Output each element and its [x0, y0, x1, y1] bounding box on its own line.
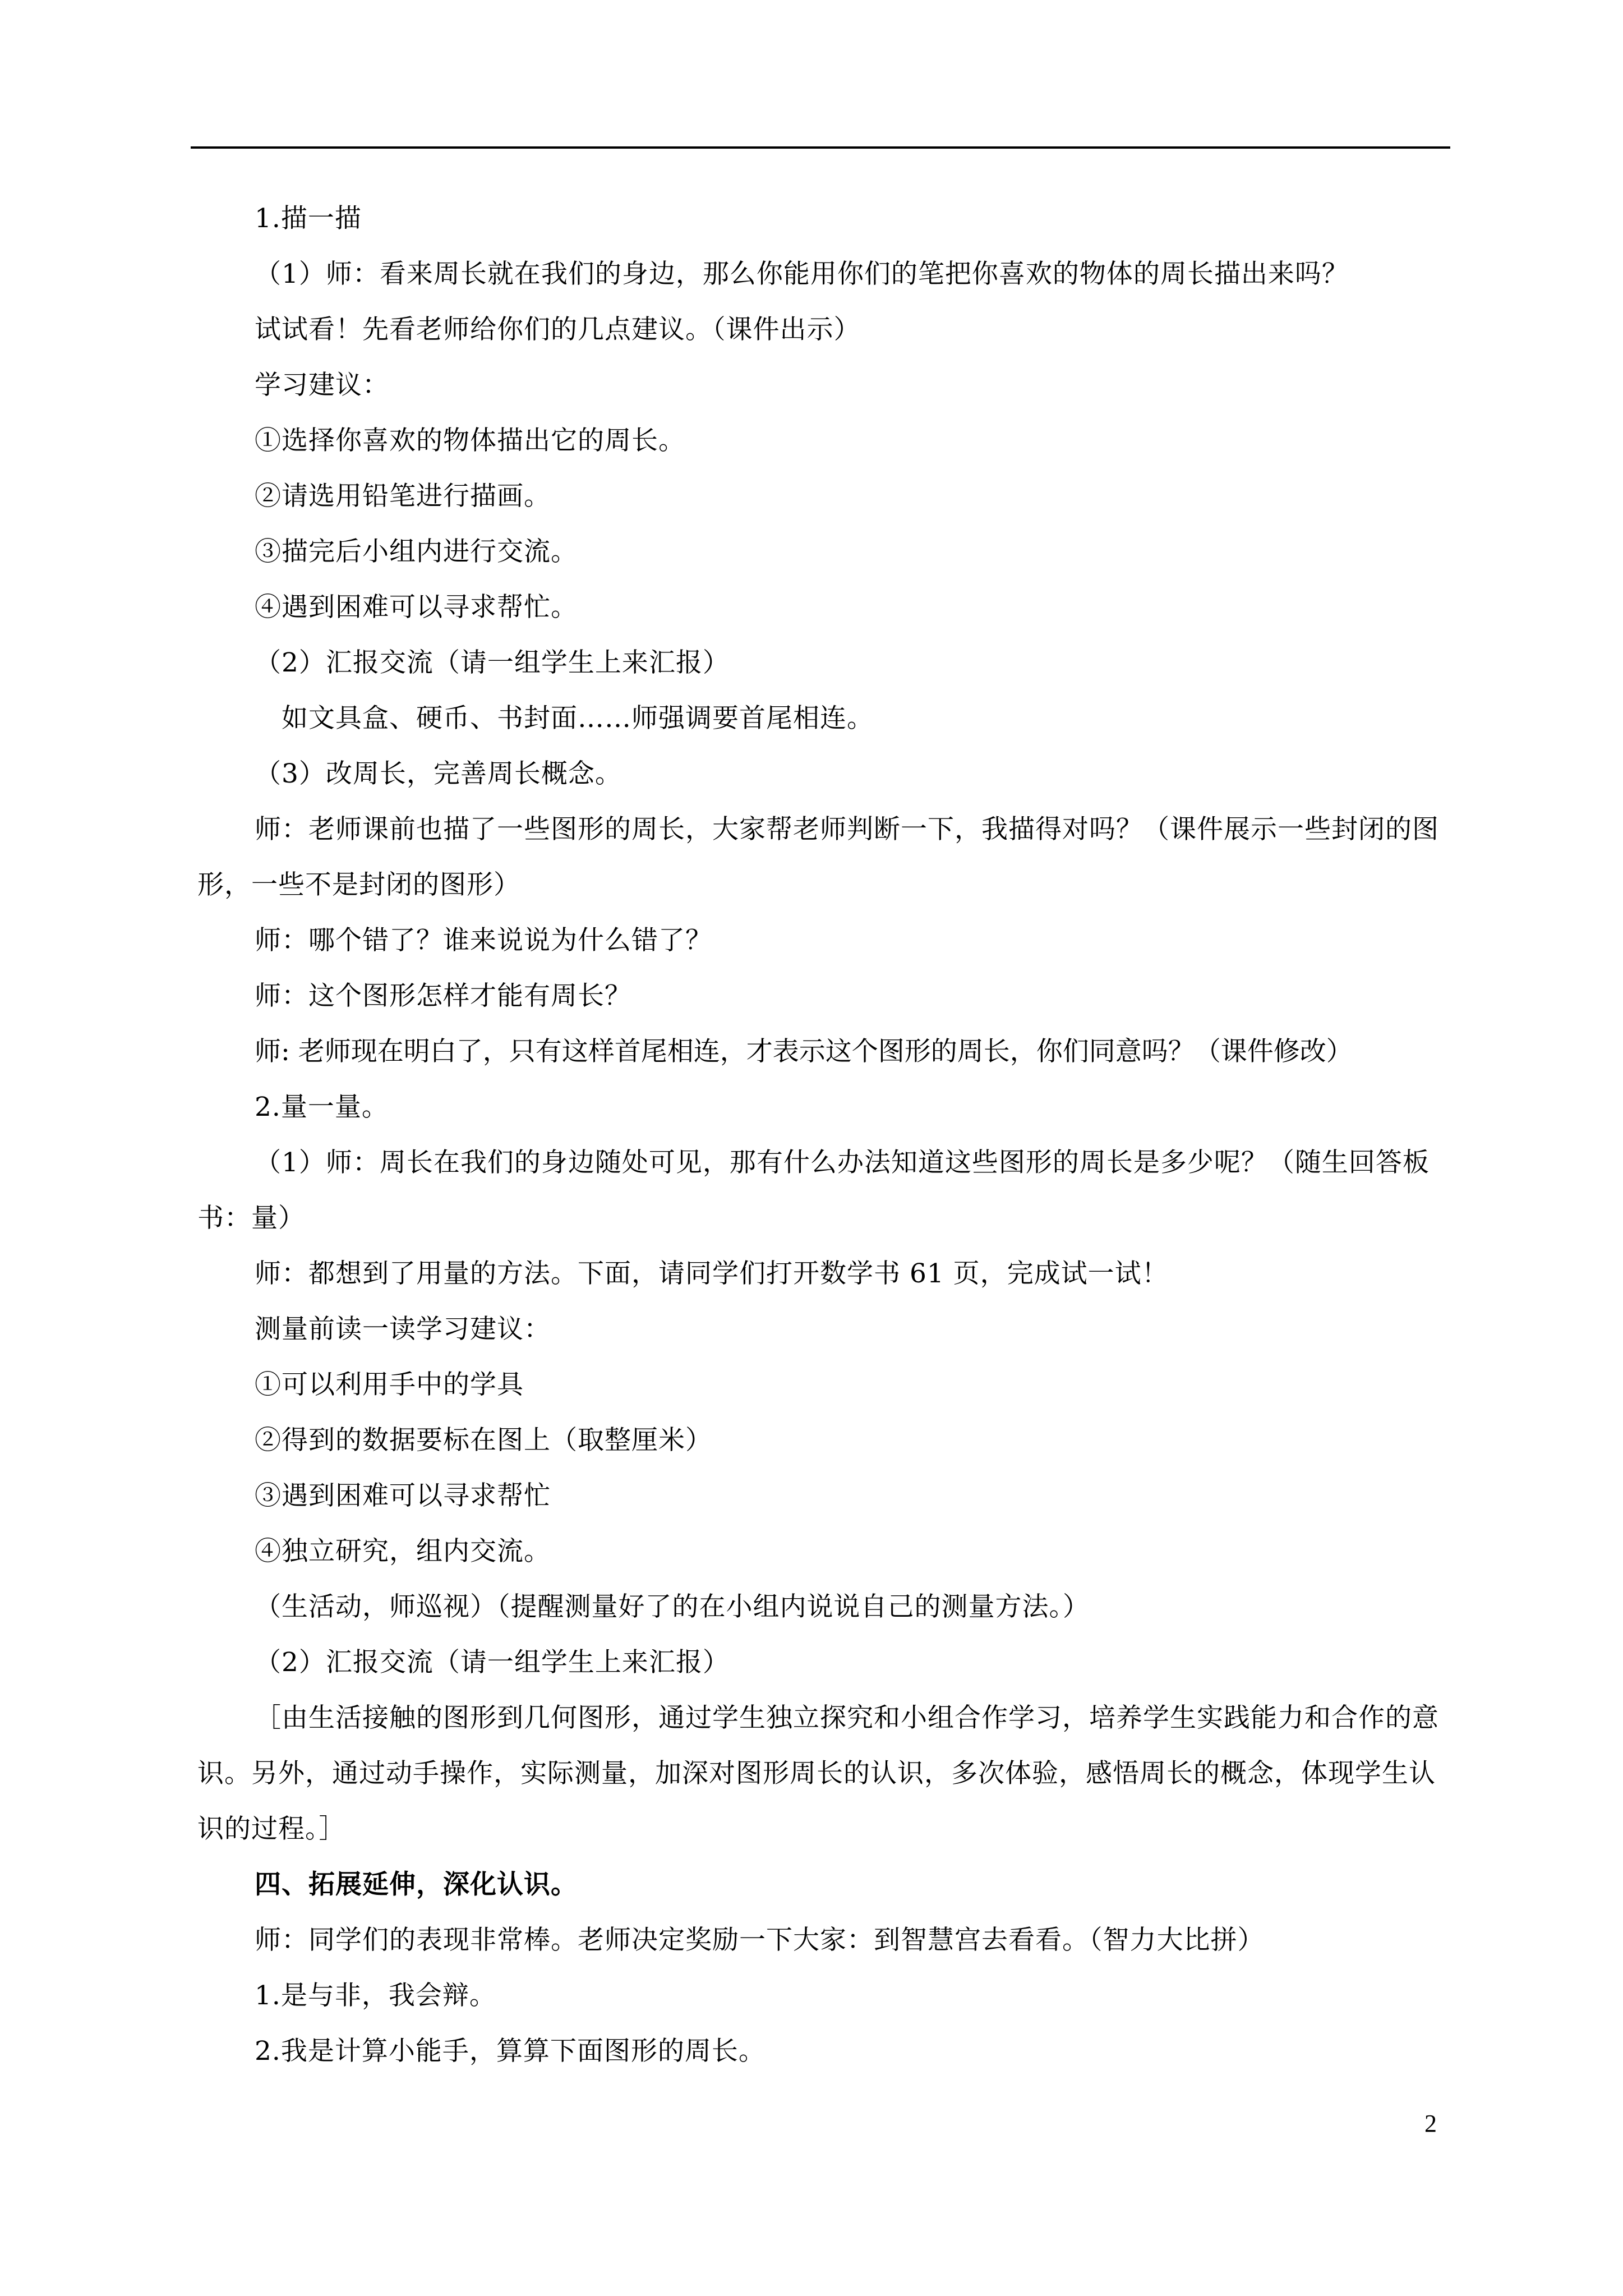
list-item: ②得到的数据要标在图上（取整厘米）	[255, 1425, 712, 1456]
paragraph: 师：老师课前也描了一些图形的周长，大家帮老师判断一下，我描得对吗？（课件展示一些封闭的图形，一些不是封闭的图形）	[197, 814, 1439, 900]
paragraph: 师：同学们的表现非常棒。老师决定奖励一下大家：到智慧宫去看看。（智力大比拼）	[255, 1925, 1265, 1955]
paragraph: 学习建议：	[255, 370, 389, 401]
paragraph: 师: 老师现在明白了，只有这样首尾相连，才表示这个图形的周长，你们同意吗？（课件修改）	[255, 1036, 1353, 1067]
paragraph: （2）汇报交流（请一组学生上来汇报）	[255, 1647, 730, 1678]
paragraph: 试试看！先看老师给你们的几点建议。（课件出示）	[255, 314, 861, 345]
design-note: ［由生活接触的图形到几何图形，通过学生独立探究和小组合作学习，培养学生实践能力和合作的意识。另外，通过动手操作，实际测量，加深对图形周长的认识，多次体验，感悟周长的概念，体现学生认识的过程。］	[197, 1703, 1439, 1844]
paragraph: 师：这个图形怎样才能有周长？	[255, 981, 631, 1011]
header-rule	[191, 146, 1450, 149]
list-item: ①可以利用手中的学具	[255, 1369, 524, 1400]
list-item: ③描完后小组内进行交流。	[255, 536, 578, 567]
page-number: 2	[1424, 2110, 1437, 2137]
list-item: 2.我是计算小能手，算算下面图形的周长。	[255, 2036, 766, 2067]
paragraph: （生活动，师巡视）（提醒测量好了的在小组内说说自己的测量方法。）	[255, 1591, 1090, 1622]
paragraph: （2）汇报交流（请一组学生上来汇报）	[255, 647, 730, 678]
section-heading-measure: 2.量一量。	[255, 1092, 389, 1122]
list-item: ④遇到困难可以寻求帮忙。	[255, 592, 578, 623]
paragraph: 师：哪个错了？谁来说说为什么错了？	[255, 925, 712, 956]
list-item: 1.是与非，我会辩。	[255, 1980, 496, 2011]
list-item: ③遇到困难可以寻求帮忙	[255, 1480, 551, 1511]
list-item: ④独立研究，组内交流。	[255, 1536, 551, 1567]
paragraph: 如文具盒、硬币、书封面……师强调要首尾相连。	[282, 703, 874, 734]
paragraph: （3）改周长，完善周长概念。	[255, 758, 622, 789]
section-heading-trace: 1.描一描	[255, 203, 362, 234]
document-body	[197, 191, 1442, 2079]
list-item: ②请选用铅笔进行描画。	[255, 481, 551, 512]
paragraph: 师：都想到了用量的方法。下面，请同学们打开数学书 61 页，完成试一试！	[255, 1258, 1169, 1289]
paragraph: 测量前读一读学习建议：	[255, 1314, 551, 1345]
section-heading-extension: 四、拓展延伸，深化认识。	[255, 1869, 578, 1900]
paragraph: （1）师：看来周长就在我们的身边，那么你能用你们的笔把你喜欢的物体的周长描出来吗？	[255, 259, 1349, 289]
list-item: ①选择你喜欢的物体描出它的周长。	[255, 425, 685, 456]
paragraph: （1）师：周长在我们的身边随处可见，那有什么办法知道这些图形的周长是多少呢？（随生回答板书：量）	[197, 1147, 1430, 1234]
